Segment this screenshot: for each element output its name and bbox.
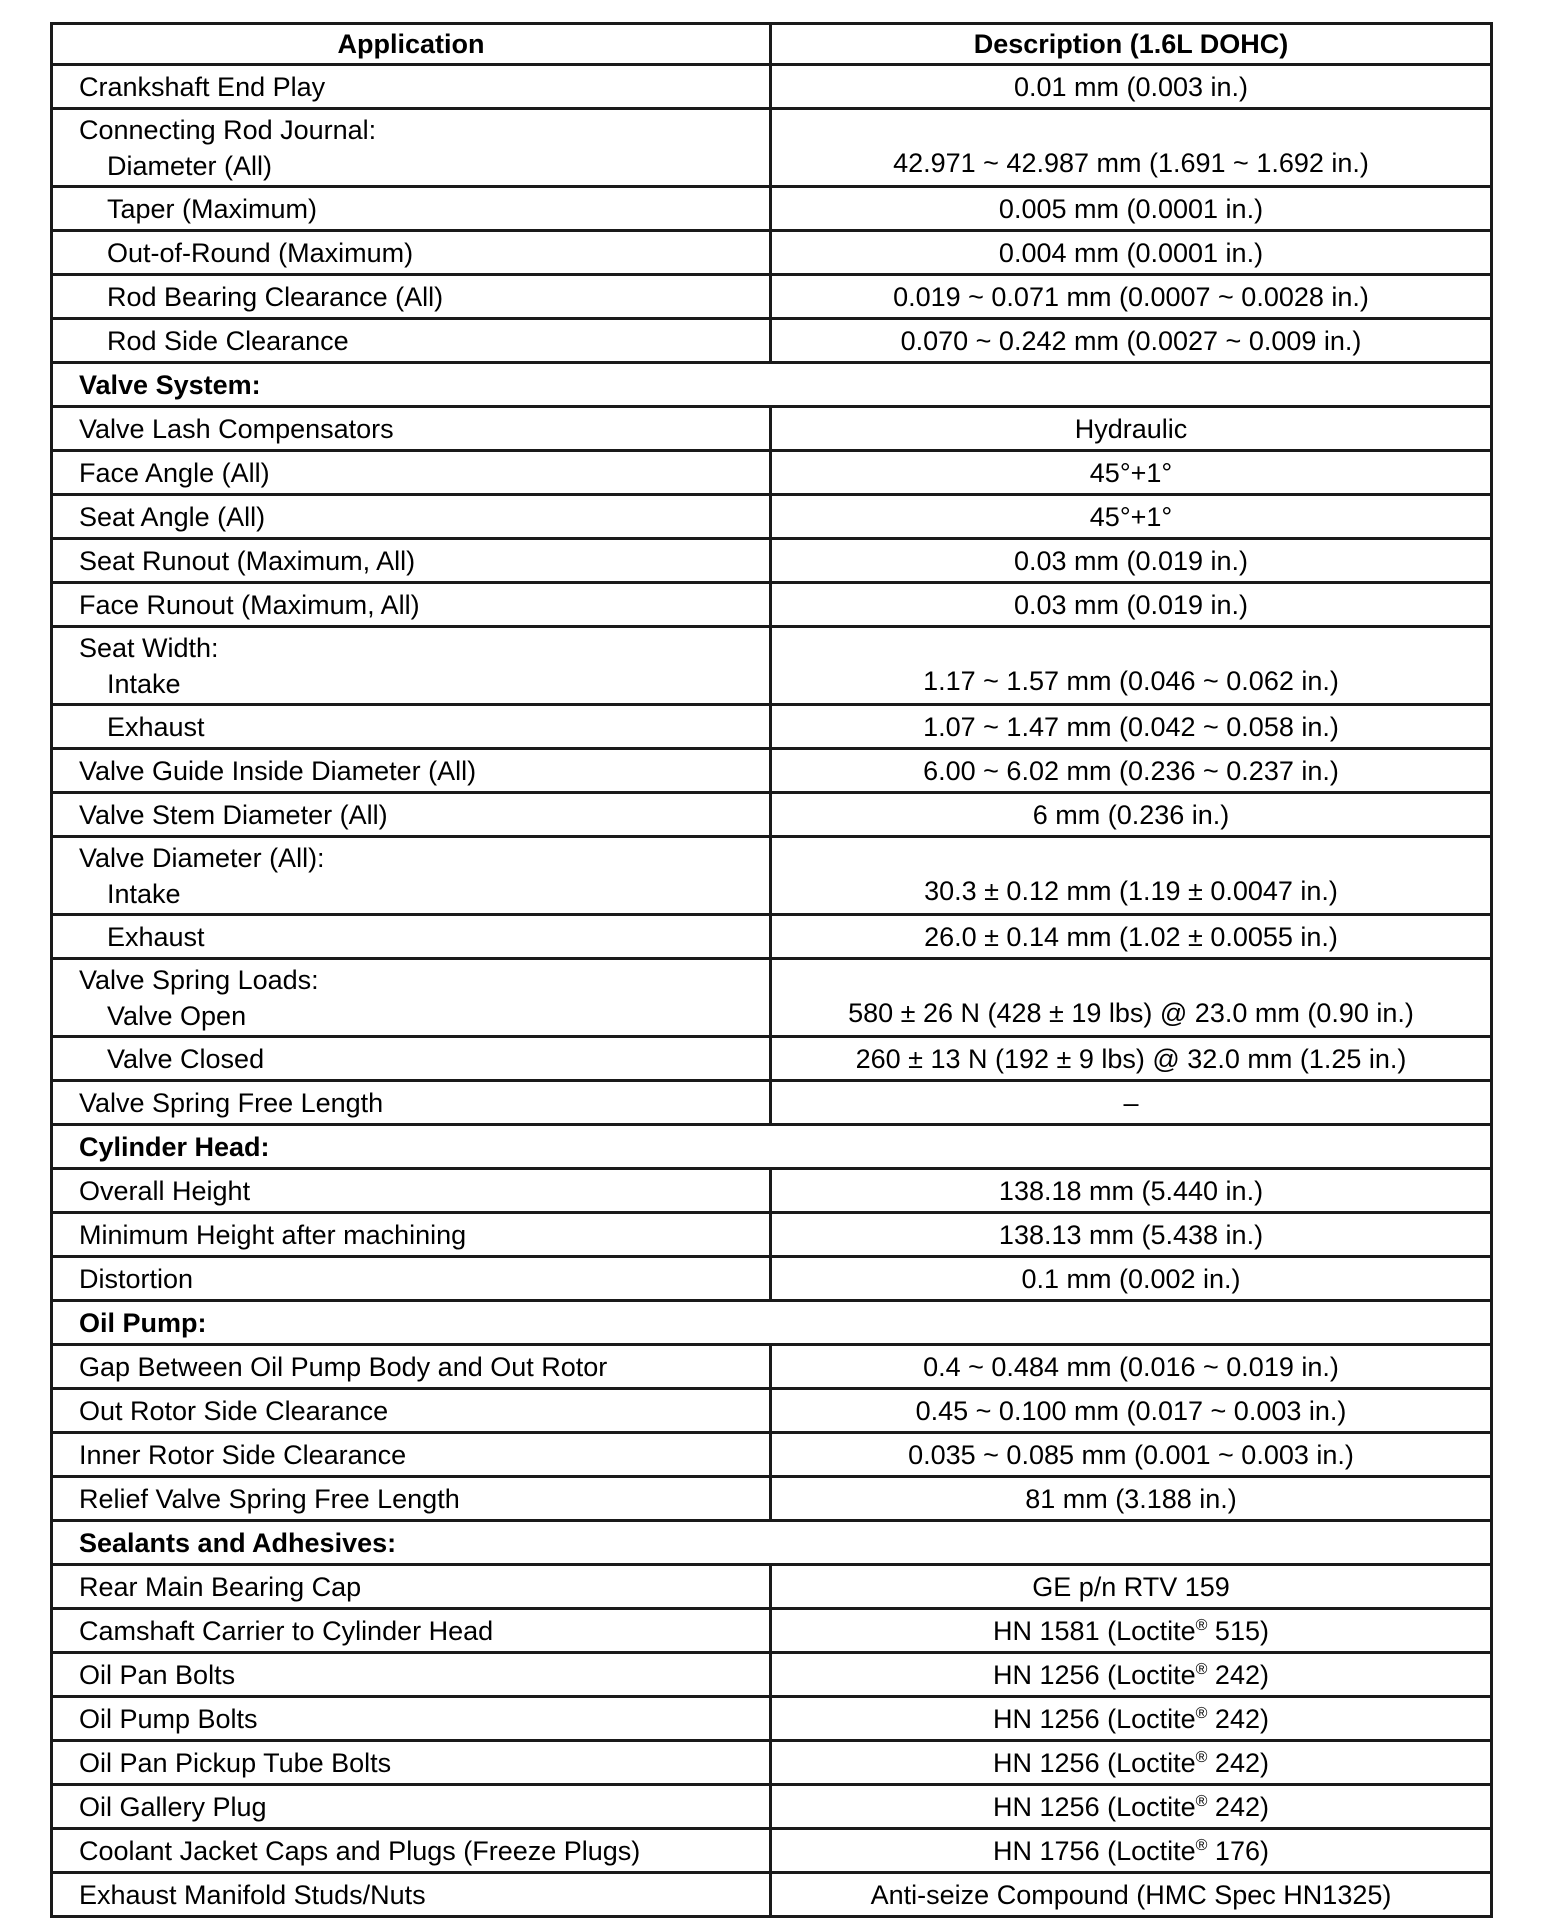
section-heading: Cylinder Head: (52, 1125, 1492, 1169)
row-application (52, 231, 771, 275)
row-description: 580 ± 26 N (428 ± 19 lbs) @ 23.0 mm (0.90 in.) (771, 959, 1492, 1037)
row-application: Inner Rotor Side Clearance (52, 1433, 771, 1477)
table-row (52, 65, 1492, 109)
group-label: Valve Spring Loads: (79, 964, 319, 995)
row-application: Valve Guide Inside Diameter (All) (52, 749, 771, 793)
sub-item: Taper (Maximum) (107, 193, 318, 224)
header-row (52, 24, 1492, 65)
row-application: Distortion (52, 1257, 771, 1301)
table-row (52, 187, 1492, 231)
row-application: Oil Pan Bolts (52, 1653, 771, 1697)
row-application: Out Rotor Side Clearance (52, 1389, 771, 1433)
table-row (52, 407, 1492, 451)
table-row (52, 109, 1492, 187)
row-application: Seat Runout (Maximum, All) (52, 539, 771, 583)
row-application: Seat Angle (All) (52, 495, 771, 539)
row-application: Minimum Height after machining (52, 1213, 771, 1257)
row-description (771, 1697, 1492, 1741)
row-application (52, 915, 771, 959)
row-application: Relief Valve Spring Free Length (52, 1477, 771, 1521)
section-heading: Oil Pump: (52, 1301, 1492, 1345)
table-row (52, 1565, 1492, 1609)
row-application: Valve Stem Diameter (All) (52, 793, 771, 837)
row-description (771, 1829, 1492, 1873)
desc-text: HN 1256 (Loctite (993, 1747, 1196, 1778)
group-label: Connecting Rod Journal: (79, 114, 377, 145)
section-heading: Sealants and Adhesives: (52, 1521, 1492, 1565)
desc-text: HN 1256 (Loctite (993, 1791, 1196, 1822)
desc-text: 242) (1207, 1791, 1269, 1822)
row-description: 6.00 ~ 6.02 mm (0.236 ~ 0.237 in.) (771, 749, 1492, 793)
table-row (52, 1477, 1492, 1521)
row-description: 0.1 mm (0.002 in.) (771, 1257, 1492, 1301)
row-description: 0.03 mm (0.019 in.) (771, 539, 1492, 583)
section-row (52, 1125, 1492, 1169)
row-application (52, 705, 771, 749)
row-application: Oil Pan Pickup Tube Bolts (52, 1741, 771, 1785)
table-row (52, 1873, 1492, 1917)
sub-item: Diameter (All) (107, 150, 273, 181)
row-application (52, 959, 771, 1037)
table-row (52, 1037, 1492, 1081)
desc-text: HN 1756 (Loctite (993, 1835, 1196, 1866)
desc-text: HN 1256 (Loctite (993, 1659, 1196, 1690)
sub-item: Rod Side Clearance (107, 325, 349, 356)
section-row (52, 363, 1492, 407)
desc-text: HN 1256 (Loctite (993, 1703, 1196, 1734)
table-row (52, 915, 1492, 959)
table-row (52, 837, 1492, 915)
desc-text: 176) (1207, 1835, 1269, 1866)
row-description: 260 ± 13 N (192 ± 9 lbs) @ 32.0 mm (1.25 in.) (771, 1037, 1492, 1081)
sub-item: Exhaust (107, 921, 205, 952)
table-row (52, 627, 1492, 705)
desc-text: 242) (1207, 1747, 1269, 1778)
row-application: Valve Spring Free Length (52, 1081, 771, 1125)
row-description: 26.0 ± 0.14 mm (1.02 ± 0.0055 in.) (771, 915, 1492, 959)
row-application: Oil Pump Bolts (52, 1697, 771, 1741)
row-description: 30.3 ± 0.12 mm (1.19 ± 0.0047 in.) (771, 837, 1492, 915)
group-label: Valve Diameter (All): (79, 842, 325, 873)
table-row (52, 1741, 1492, 1785)
desc-text: 515) (1207, 1615, 1269, 1646)
registered-mark: ® (1195, 1616, 1208, 1634)
sub-item: Exhaust (107, 711, 205, 742)
row-description: 1.17 ~ 1.57 mm (0.046 ~ 0.062 in.) (771, 627, 1492, 705)
row-application (52, 275, 771, 319)
row-description: 1.07 ~ 1.47 mm (0.042 ~ 0.058 in.) (771, 705, 1492, 749)
sub-item: Rod Bearing Clearance (All) (107, 281, 444, 312)
table-row (52, 231, 1492, 275)
row-application (52, 187, 771, 231)
section-row (52, 1301, 1492, 1345)
row-description: Hydraulic (771, 407, 1492, 451)
registered-mark: ® (1195, 1836, 1208, 1854)
row-description (771, 1653, 1492, 1697)
table-row (52, 583, 1492, 627)
table-row (52, 1433, 1492, 1477)
row-application: Gap Between Oil Pump Body and Out Rotor (52, 1345, 771, 1389)
row-description: 0.01 mm (0.003 in.) (771, 65, 1492, 109)
table-row (52, 1609, 1492, 1653)
table-row (52, 539, 1492, 583)
row-description: 42.971 ~ 42.987 mm (1.691 ~ 1.692 in.) (771, 109, 1492, 187)
table-row (52, 1081, 1492, 1125)
sub-item: Intake (107, 668, 181, 699)
table-row (52, 793, 1492, 837)
table-row (52, 1389, 1492, 1433)
row-description (771, 1785, 1492, 1829)
row-description: 6 mm (0.236 in.) (771, 793, 1492, 837)
table-row (52, 319, 1492, 363)
row-application: Camshaft Carrier to Cylinder Head (52, 1609, 771, 1653)
table-row (52, 1697, 1492, 1741)
row-application: Coolant Jacket Caps and Plugs (Freeze Plugs) (52, 1829, 771, 1873)
row-application: Face Angle (All) (52, 451, 771, 495)
row-description: 0.004 mm (0.0001 in.) (771, 231, 1492, 275)
sub-item: Out-of-Round (Maximum) (107, 237, 414, 268)
table-row (52, 1653, 1492, 1697)
sub-item: Intake (107, 878, 181, 909)
table-row (52, 1785, 1492, 1829)
row-description: 0.035 ~ 0.085 mm (0.001 ~ 0.003 in.) (771, 1433, 1492, 1477)
table-row (52, 495, 1492, 539)
desc-text: 242) (1207, 1703, 1269, 1734)
table-row (52, 275, 1492, 319)
section-heading: Valve System: (52, 363, 1492, 407)
row-description: 0.45 ~ 0.100 mm (0.017 ~ 0.003 in.) (771, 1389, 1492, 1433)
row-application (52, 109, 771, 187)
row-description: 0.03 mm (0.019 in.) (771, 583, 1492, 627)
table-row (52, 959, 1492, 1037)
row-description: 0.070 ~ 0.242 mm (0.0027 ~ 0.009 in.) (771, 319, 1492, 363)
row-description: Anti-seize Compound (HMC Spec HN1325) (771, 1873, 1492, 1917)
desc-text: 242) (1207, 1659, 1269, 1690)
table-row (52, 1345, 1492, 1389)
application-header: Application (52, 24, 771, 65)
table-row (52, 1829, 1492, 1873)
row-application (52, 1037, 771, 1081)
table-row (52, 749, 1492, 793)
sub-item: Valve Closed (107, 1043, 265, 1074)
sub-item: Valve Open (107, 1000, 247, 1031)
row-description: 81 mm (3.188 in.) (771, 1477, 1492, 1521)
row-description: – (771, 1081, 1492, 1125)
row-application (52, 627, 771, 705)
row-application: Rear Main Bearing Cap (52, 1565, 771, 1609)
row-application (52, 319, 771, 363)
registered-mark: ® (1195, 1660, 1208, 1678)
row-application (52, 837, 771, 915)
row-application: Crankshaft End Play (52, 65, 771, 109)
table-row (52, 705, 1492, 749)
desc-text: HN 1581 (Loctite (993, 1615, 1196, 1646)
table-row (52, 1169, 1492, 1213)
section-row (52, 1521, 1492, 1565)
row-description: 0.019 ~ 0.071 mm (0.0007 ~ 0.0028 in.) (771, 275, 1492, 319)
row-description (771, 1741, 1492, 1785)
row-description: 0.4 ~ 0.484 mm (0.016 ~ 0.019 in.) (771, 1345, 1492, 1389)
row-application: Face Runout (Maximum, All) (52, 583, 771, 627)
group-label: Seat Width: (79, 632, 219, 663)
row-application: Exhaust Manifold Studs/Nuts (52, 1873, 771, 1917)
row-description: GE p/n RTV 159 (771, 1565, 1492, 1609)
spec-table (50, 22, 1493, 1918)
row-description: 138.13 mm (5.438 in.) (771, 1213, 1492, 1257)
row-description: 45°+1° (771, 495, 1492, 539)
row-description: 138.18 mm (5.440 in.) (771, 1169, 1492, 1213)
table-row (52, 451, 1492, 495)
row-description (771, 1609, 1492, 1653)
row-application: Oil Gallery Plug (52, 1785, 771, 1829)
table-row (52, 1257, 1492, 1301)
description-header: Description (1.6L DOHC) (771, 24, 1492, 65)
registered-mark: ® (1195, 1748, 1208, 1766)
row-description: 45°+1° (771, 451, 1492, 495)
row-application: Valve Lash Compensators (52, 407, 771, 451)
registered-mark: ® (1195, 1704, 1208, 1722)
row-application: Overall Height (52, 1169, 771, 1213)
registered-mark: ® (1195, 1792, 1208, 1810)
row-description: 0.005 mm (0.0001 in.) (771, 187, 1492, 231)
table-row (52, 1213, 1492, 1257)
